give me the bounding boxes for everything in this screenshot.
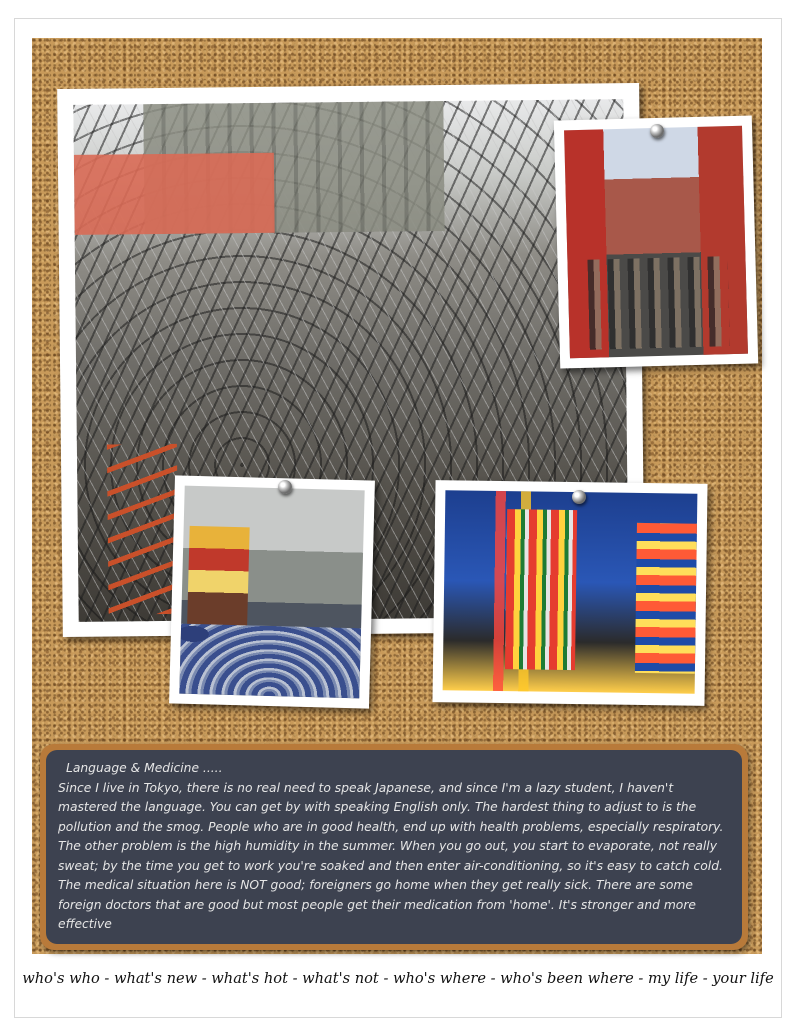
neon-buildings-shape	[635, 523, 697, 674]
neon-district-image	[443, 490, 698, 693]
caption-box	[40, 744, 748, 950]
umbrellas-shape	[179, 624, 361, 699]
photo-shopping-street	[554, 115, 758, 368]
pushpin-icon	[650, 124, 664, 138]
pushpin-icon	[278, 480, 292, 494]
caption-panel	[46, 750, 742, 944]
caption-title: Language & Medicine .....	[66, 761, 223, 775]
shop-signs-shape	[187, 526, 250, 638]
crowd-shape	[587, 256, 729, 350]
pushpin-icon	[572, 490, 586, 504]
photo-umbrella-street	[169, 475, 375, 708]
caption-body: Since I live in Tokyo, there is no real need to speak Japanese, and since I'm a lazy student, I haven't mastered the language. You can get by with speaking English only. The hardest thing to adjust to is the pollution and the smog. People who are in good health, end up with health problems, especially respiratory. The other problem is the high humidity in the summer. When you go out, you start to evaporate, not really sweat; by the time you get to work you're soaked and then enter air-conditioning, so it's easy to catch cold. The medical situation here is NOT good; foreigners go home when they get really sick. There are some foreign doctors that are good but most people get their medication from 'home'. It's stronger and more effective	[58, 780, 724, 931]
shopping-street-image	[564, 126, 748, 359]
neon-tower-shape	[505, 509, 577, 670]
photo-neon-district	[432, 480, 707, 706]
storefront-shape	[74, 153, 275, 235]
umbrella-street-image	[179, 486, 364, 699]
footer-tagline: who's who - what's new - what's hot - what's not - who's where - who's been where - my life - your life	[22, 970, 774, 987]
orange-bicycle-shape	[107, 444, 179, 615]
